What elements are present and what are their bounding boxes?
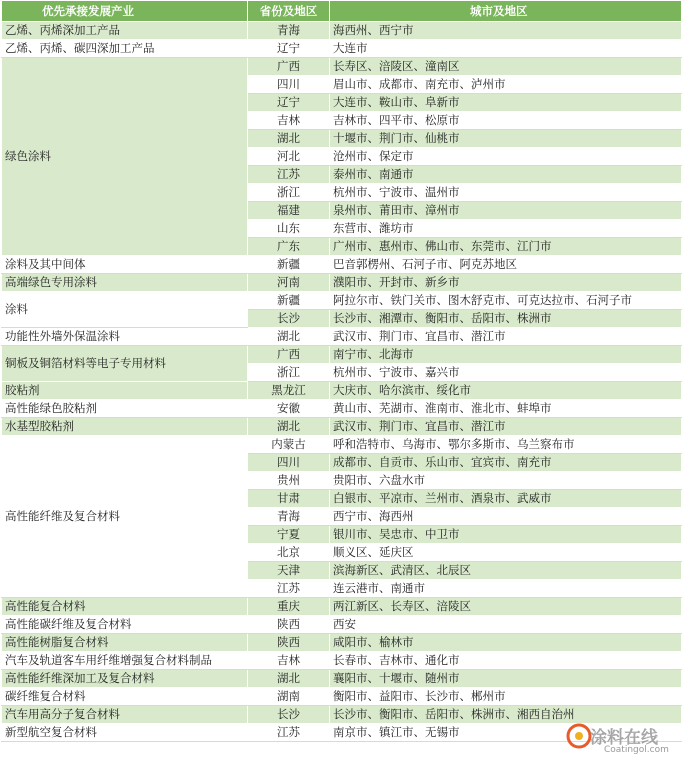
cities-cell: 南京市、镇江市、无锡市 [330, 724, 682, 742]
province-cell: 内蒙古 [248, 436, 330, 454]
industry-cell: 高性能绿色胶粘剂 [2, 400, 248, 418]
cities-cell: 沧州市、保定市 [330, 148, 682, 166]
cities-cell: 银川市、吴忠市、中卫市 [330, 526, 682, 544]
table-row [2, 652, 682, 670]
header-industry: 优先承接发展产业 [2, 1, 248, 22]
table-row [2, 688, 682, 706]
industry-cell: 铜板及铜箔材料等电子专用材料 [2, 346, 248, 382]
province-cell: 陕西 [248, 634, 330, 652]
cities-cell: 顺义区、延庆区 [330, 544, 682, 562]
province-cell: 湖北 [248, 328, 330, 346]
province-cell: 浙江 [248, 364, 330, 382]
cities-cell: 吉林市、四平市、松原市 [330, 112, 682, 130]
industry-cell: 功能性外墙外保温涂料 [2, 328, 248, 346]
province-cell: 广西 [248, 58, 330, 76]
industry-cell: 新型航空复合材料 [2, 724, 248, 742]
table-row [2, 400, 682, 418]
header-cities: 城市及地区 [330, 1, 682, 22]
table-row [2, 616, 682, 634]
province-cell: 新疆 [248, 256, 330, 274]
cities-cell: 东营市、潍坊市 [330, 220, 682, 238]
cities-cell: 武汉市、荆门市、宜昌市、潜江市 [330, 328, 682, 346]
industry-cell: 绿色涂料 [2, 58, 248, 256]
industry-cell: 高端绿色专用涂料 [2, 274, 248, 292]
province-cell: 北京 [248, 544, 330, 562]
industry-cell: 乙烯、丙烯、碳四深加工产品 [2, 40, 248, 58]
table-row [2, 418, 682, 436]
table-row [2, 634, 682, 652]
province-cell: 天津 [248, 562, 330, 580]
province-cell: 浙江 [248, 184, 330, 202]
coatingol-watermark [566, 721, 676, 761]
coatingol-logo-icon [566, 723, 592, 749]
province-cell: 贵州 [248, 472, 330, 490]
cities-cell: 十堰市、荆门市、仙桃市 [330, 130, 682, 148]
industry-table [1, 0, 682, 742]
industry-cell: 高性能纤维深加工及复合材料 [2, 670, 248, 688]
province-cell: 宁夏 [248, 526, 330, 544]
province-cell: 福建 [248, 202, 330, 220]
province-cell: 江苏 [248, 580, 330, 598]
province-cell: 河南 [248, 274, 330, 292]
table-row [2, 274, 682, 292]
cities-cell: 长沙市、衡阳市、岳阳市、株洲市、湘西自治州 [330, 706, 682, 724]
table-row [2, 22, 682, 40]
cities-cell: 大连市 [330, 40, 682, 58]
province-cell: 吉林 [248, 652, 330, 670]
cities-cell: 白银市、平凉市、兰州市、酒泉市、武威市 [330, 490, 682, 508]
industry-cell: 胶粘剂 [2, 382, 248, 400]
province-cell: 河北 [248, 148, 330, 166]
province-cell: 甘肃 [248, 490, 330, 508]
province-cell: 陕西 [248, 616, 330, 634]
table-row [2, 598, 682, 616]
industry-cell: 汽车用高分子复合材料 [2, 706, 248, 724]
table-row [2, 40, 682, 58]
table-row [2, 328, 682, 346]
cities-cell: 长沙市、湘潭市、衡阳市、岳阳市、株洲市 [330, 310, 682, 328]
province-cell: 广东 [248, 238, 330, 256]
province-cell: 黑龙江 [248, 382, 330, 400]
industry-cell: 高性能复合材料 [2, 598, 248, 616]
province-cell: 辽宁 [248, 94, 330, 112]
cities-cell: 呼和浩特市、乌海市、鄂尔多斯市、乌兰察布市 [330, 436, 682, 454]
province-cell: 长沙 [248, 706, 330, 724]
province-cell: 山东 [248, 220, 330, 238]
cities-cell: 贵阳市、六盘水市 [330, 472, 682, 490]
cities-cell: 广州市、惠州市、佛山市、东莞市、江门市 [330, 238, 682, 256]
province-cell: 湖南 [248, 688, 330, 706]
table-row [2, 382, 682, 400]
cities-cell: 南宁市、北海市 [330, 346, 682, 364]
province-cell: 重庆 [248, 598, 330, 616]
province-cell: 四川 [248, 76, 330, 94]
cities-cell: 杭州市、宁波市、温州市 [330, 184, 682, 202]
header-row [2, 1, 682, 22]
cities-cell: 两江新区、长寿区、涪陵区 [330, 598, 682, 616]
cities-cell: 连云港市、南通市 [330, 580, 682, 598]
province-cell: 安徽 [248, 400, 330, 418]
industry-cell: 涂料及其中间体 [2, 256, 248, 274]
industry-cell: 高性能碳纤维及复合材料 [2, 616, 248, 634]
industry-cell: 水基型胶粘剂 [2, 418, 248, 436]
province-cell: 长沙 [248, 310, 330, 328]
cities-cell: 濮阳市、开封市、新乡市 [330, 274, 682, 292]
industry-cell: 汽车及轨道客车用纤维增强复合材料制品 [2, 652, 248, 670]
province-cell: 湖北 [248, 670, 330, 688]
province-cell: 江苏 [248, 166, 330, 184]
cities-cell: 巴音郭楞州、石河子市、阿克苏地区 [330, 256, 682, 274]
province-cell: 广西 [248, 346, 330, 364]
cities-cell: 大庆市、哈尔滨市、绥化市 [330, 382, 682, 400]
cities-cell: 泰州市、南通市 [330, 166, 682, 184]
cities-cell: 黄山市、芜湖市、淮南市、淮北市、蚌埠市 [330, 400, 682, 418]
table-row [2, 58, 682, 76]
province-cell: 湖北 [248, 130, 330, 148]
table-row [2, 256, 682, 274]
table-body [2, 22, 682, 742]
industry-cell: 碳纤维复合材料 [2, 688, 248, 706]
cities-cell: 武汉市、荆门市、宜昌市、潜江市 [330, 418, 682, 436]
header-province: 省份及地区 [248, 1, 330, 22]
watermark-text: 涂料在线 [590, 728, 658, 748]
province-cell: 四川 [248, 454, 330, 472]
cities-cell: 眉山市、成都市、南充市、泸州市 [330, 76, 682, 94]
industry-cell: 乙烯、丙烯深加工产品 [2, 22, 248, 40]
cities-cell: 西安 [330, 616, 682, 634]
cities-cell: 成都市、自贡市、乐山市、宜宾市、南充市 [330, 454, 682, 472]
cities-cell: 阿拉尔市、铁门关市、图木舒克市、可克达拉市、石河子市 [330, 292, 682, 310]
cities-cell: 西宁市、海西州 [330, 508, 682, 526]
cities-cell: 海西州、西宁市 [330, 22, 682, 40]
table-row [2, 436, 682, 454]
cities-cell: 长寿区、涪陵区、潼南区 [330, 58, 682, 76]
province-cell: 新疆 [248, 292, 330, 310]
industry-cell: 高性能树脂复合材料 [2, 634, 248, 652]
watermark-url: Coatingol.com [604, 745, 669, 755]
cities-cell: 泉州市、莆田市、漳州市 [330, 202, 682, 220]
cities-cell: 滨海新区、武清区、北辰区 [330, 562, 682, 580]
cities-cell: 衡阳市、益阳市、长沙市、郴州市 [330, 688, 682, 706]
cities-cell: 襄阳市、十堰市、随州市 [330, 670, 682, 688]
cities-cell: 长春市、吉林市、通化市 [330, 652, 682, 670]
cities-cell: 大连市、鞍山市、阜新市 [330, 94, 682, 112]
cities-cell: 咸阳市、榆林市 [330, 634, 682, 652]
province-cell: 吉林 [248, 112, 330, 130]
province-cell: 江苏 [248, 724, 330, 742]
province-cell: 青海 [248, 508, 330, 526]
industry-cell: 高性能纤维及复合材料 [2, 436, 248, 598]
table-row [2, 292, 682, 310]
province-cell: 湖北 [248, 418, 330, 436]
cities-cell: 杭州市、宁波市、嘉兴市 [330, 364, 682, 382]
province-cell: 青海 [248, 22, 330, 40]
industry-cell: 涂料 [2, 292, 248, 328]
table-row [2, 346, 682, 364]
table-row [2, 670, 682, 688]
province-cell: 辽宁 [248, 40, 330, 58]
